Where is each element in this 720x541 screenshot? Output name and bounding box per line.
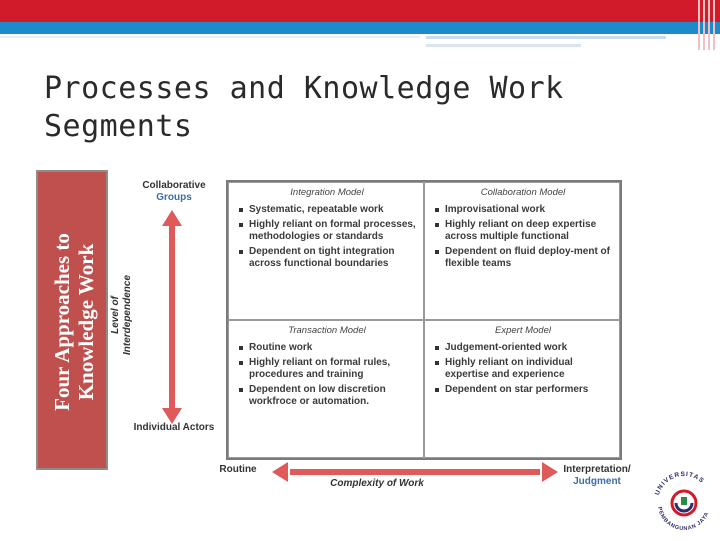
quadrant-integration	[228, 182, 424, 320]
y-axis-top-sublabel: Groups	[156, 192, 192, 203]
knowledge-work-diagram	[112, 172, 652, 502]
quadrant-title: Transaction Model	[288, 325, 366, 336]
x-axis-right-sublabel: Judgment	[573, 476, 621, 487]
top-red-bar	[0, 0, 720, 22]
top-blue-bar	[0, 22, 720, 34]
side-label-box	[36, 170, 108, 470]
quadrant-expert	[424, 320, 620, 458]
side-label-line1: Four Approaches to	[50, 233, 74, 411]
quadrant-item: Highly reliant on individual expertise and experience	[445, 357, 613, 382]
quadrant-item: Highly reliant on formal rules, procedures and training	[249, 357, 417, 382]
quadrant-item: Routine work	[249, 342, 417, 355]
right-accent-stripes	[696, 0, 720, 50]
quadrant-title: Expert Model	[495, 325, 551, 336]
quadrant-item: Dependent on low discretion workfroce or automation.	[249, 384, 417, 409]
quadrant-collaboration	[424, 182, 620, 320]
quadrant-item: Judgement-oriented work	[445, 342, 613, 355]
university-seal-icon	[650, 464, 718, 536]
university-logo	[650, 464, 718, 536]
quadrant-item: Highly reliant on formal processes, methodologies or standards	[249, 218, 416, 242]
x-axis-title: Complexity of Work	[330, 478, 424, 489]
decor-line	[0, 36, 420, 38]
y-axis-title: Level of Interdependence	[110, 274, 133, 356]
side-label	[38, 172, 110, 472]
quadrant-item: Systematic, repeatable work	[249, 204, 417, 217]
y-axis-bottom-label: Individual Actors	[133, 422, 215, 433]
x-axis-right-label: Interpretation/ Judgment	[552, 464, 642, 488]
quadrant-title: Collaboration Model	[480, 187, 566, 198]
slide-title: Processes and Knowledge Work Segments	[44, 71, 564, 144]
svg-text:UNIVERSITAS: UNIVERSITAS	[653, 470, 706, 497]
x-axis-left-label: Routine	[219, 464, 257, 475]
decor-line	[426, 36, 666, 39]
quadrant-item: Dependent on fluid deploy-ment of flexible teams	[445, 246, 613, 271]
quadrant-matrix	[226, 180, 622, 460]
vertical-arrow-head-up	[162, 210, 182, 226]
quadrant-item: Improvisational work	[445, 204, 613, 217]
quadrant-item: Highly reliant on deep expertise across multiple functional	[445, 219, 613, 244]
decor-line	[426, 44, 581, 47]
quadrant-item: Dependent on tight integration across functional boundaries	[249, 246, 417, 271]
quadrant-item: Dependent on star performers	[445, 384, 613, 397]
quadrant-title: Integration Model	[290, 187, 364, 198]
svg-text:PEMBANGUNAN JAYA: PEMBANGUNAN JAYA	[656, 506, 711, 533]
quadrant-transaction	[228, 320, 424, 458]
side-label-line2: Knowledge Work	[74, 243, 98, 401]
y-axis-top-label: Collaborative Groups	[132, 180, 216, 204]
